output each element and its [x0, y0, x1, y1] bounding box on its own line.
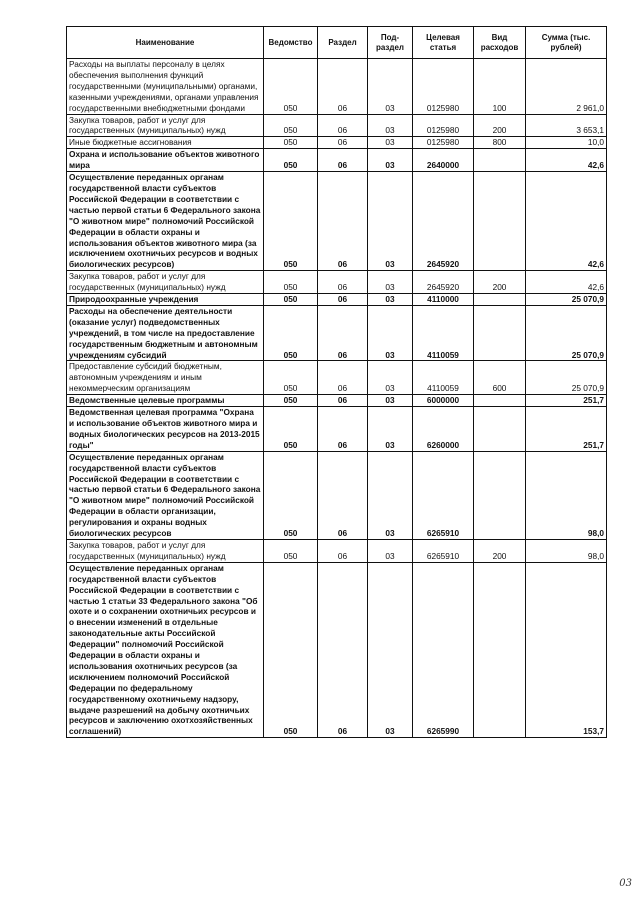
- row-vid: [474, 395, 526, 407]
- row-sum: 10,0: [526, 137, 607, 149]
- row-vedomstvo: 050: [264, 407, 318, 452]
- row-vid: [474, 305, 526, 361]
- header-podrazdel: Под-раздел: [368, 27, 413, 59]
- table-row: [67, 137, 607, 149]
- row-vedomstvo: 050: [264, 294, 318, 306]
- row-razdel: 06: [318, 114, 368, 137]
- row-sum: 42,6: [526, 149, 607, 172]
- row-razdel: 06: [318, 451, 368, 539]
- row-name: Расходы на выплаты персоналу в целях обеспечения выполнения функций государственными (муниципальными) органами, казенными учреждениями, органами управления государственными внебюджетными фондами: [67, 59, 264, 115]
- table-row: [67, 305, 607, 361]
- row-sum: 25 070,9: [526, 361, 607, 395]
- row-name: Осуществление переданных органам государственной власти субъектов Российской Федерации в соответствии с частью 1 статьи 33 Федерального закона "Об охоте и о сохранении охотничьих ресурсов и о внесении изменений в отдельные законодательные акты Российской Федерации" полномочий Российской Федерации в области охраны и использования охотничьих ресурсов (за исключением полномочий Российской Федерации по федеральному государственному охотничьему надзору, выдаче разрешений на добычу охотничьих ресурсов и заключению охотхозяйственных соглашений): [67, 562, 264, 738]
- header-name: Наименование: [67, 27, 264, 59]
- row-name: Ведомственные целевые программы: [67, 395, 264, 407]
- row-podrazdel: 03: [368, 407, 413, 452]
- row-sum: 42,6: [526, 271, 607, 294]
- row-target: 6265990: [413, 562, 474, 738]
- row-podrazdel: 03: [368, 59, 413, 115]
- row-target: 6260000: [413, 407, 474, 452]
- row-name: Закупка товаров, работ и услуг для государственных (муниципальных) нужд: [67, 271, 264, 294]
- table-row: [67, 294, 607, 306]
- row-sum: 153,7: [526, 562, 607, 738]
- row-sum: 251,7: [526, 407, 607, 452]
- row-podrazdel: 03: [368, 395, 413, 407]
- row-vid: 200: [474, 539, 526, 562]
- row-razdel: 06: [318, 539, 368, 562]
- row-sum: 98,0: [526, 539, 607, 562]
- row-target: 2645920: [413, 271, 474, 294]
- row-podrazdel: 03: [368, 305, 413, 361]
- row-vedomstvo: 050: [264, 59, 318, 115]
- row-name: Расходы на обеспечение деятельности (оказание услуг) подведомственных учреждений, в том числе на предоставление государственным бюджетным и автономным учреждениям субсидий: [67, 305, 264, 361]
- row-vid: [474, 149, 526, 172]
- row-razdel: 06: [318, 172, 368, 271]
- row-name: Иные бюджетные ассигнования: [67, 137, 264, 149]
- row-razdel: 06: [318, 562, 368, 738]
- row-vedomstvo: 050: [264, 271, 318, 294]
- row-name: Предоставление субсидий бюджетным, автономным учреждениям и иным некоммерческим организациям: [67, 361, 264, 395]
- table-row: [67, 451, 607, 539]
- header-vid: Вид расходов: [474, 27, 526, 59]
- header-target: Целевая статья: [413, 27, 474, 59]
- row-vid: 800: [474, 137, 526, 149]
- header-sum: Сумма (тыс. рублей): [526, 27, 607, 59]
- row-name: Охрана и использование объектов животного мира: [67, 149, 264, 172]
- row-podrazdel: 03: [368, 451, 413, 539]
- row-sum: 2 961,0: [526, 59, 607, 115]
- row-razdel: 06: [318, 137, 368, 149]
- row-podrazdel: 03: [368, 294, 413, 306]
- row-vedomstvo: 050: [264, 114, 318, 137]
- budget-table: [66, 26, 607, 738]
- row-target: 2640000: [413, 149, 474, 172]
- handwritten-page-mark: 03: [619, 878, 632, 889]
- row-sum: 42,6: [526, 172, 607, 271]
- row-razdel: 06: [318, 305, 368, 361]
- row-razdel: 06: [318, 407, 368, 452]
- row-podrazdel: 03: [368, 271, 413, 294]
- row-vid: [474, 407, 526, 452]
- row-target: 0125980: [413, 137, 474, 149]
- row-name: Закупка товаров, работ и услуг для государственных (муниципальных) нужд: [67, 114, 264, 137]
- row-podrazdel: 03: [368, 539, 413, 562]
- row-vid: 100: [474, 59, 526, 115]
- row-vid: 200: [474, 114, 526, 137]
- row-target: 0125980: [413, 59, 474, 115]
- row-sum: 25 070,9: [526, 305, 607, 361]
- row-vid: 200: [474, 271, 526, 294]
- row-target: 0125980: [413, 114, 474, 137]
- table-row: [67, 271, 607, 294]
- row-razdel: 06: [318, 361, 368, 395]
- row-target: 4110059: [413, 361, 474, 395]
- table-row: [67, 361, 607, 395]
- row-name: Осуществление переданных органам государственной власти субъектов Российской Федерации в соответствии с частью первой статьи 6 Федерального закона "О животном мире" полномочий Российской Федерации в области охраны и использования объектов животного мира (за исключением охотничьих ресурсов и водных биологических ресурсов): [67, 172, 264, 271]
- row-razdel: 06: [318, 294, 368, 306]
- row-vid: 600: [474, 361, 526, 395]
- table-row: [67, 172, 607, 271]
- row-razdel: 06: [318, 149, 368, 172]
- row-podrazdel: 03: [368, 172, 413, 271]
- row-vid: [474, 294, 526, 306]
- row-vedomstvo: 050: [264, 395, 318, 407]
- table-row: [67, 114, 607, 137]
- row-sum: 3 653,1: [526, 114, 607, 137]
- row-sum: 25 070,9: [526, 294, 607, 306]
- row-podrazdel: 03: [368, 137, 413, 149]
- row-vedomstvo: 050: [264, 539, 318, 562]
- row-name: Закупка товаров, работ и услуг для государственных (муниципальных) нужд: [67, 539, 264, 562]
- row-podrazdel: 03: [368, 562, 413, 738]
- row-target: 6265910: [413, 539, 474, 562]
- row-target: 2645920: [413, 172, 474, 271]
- table-row: [67, 59, 607, 115]
- row-target: 4110059: [413, 305, 474, 361]
- table-row: [67, 149, 607, 172]
- row-vedomstvo: 050: [264, 451, 318, 539]
- row-vid: [474, 172, 526, 271]
- row-target: 6265910: [413, 451, 474, 539]
- row-target: 4110000: [413, 294, 474, 306]
- row-razdel: 06: [318, 395, 368, 407]
- row-vid: [474, 451, 526, 539]
- table-row: [67, 395, 607, 407]
- row-name: Природоохранные учреждения: [67, 294, 264, 306]
- table-row: [67, 407, 607, 452]
- row-name: Ведомственная целевая программа "Охрана и использование объектов животного мира и водных биологических ресурсов на 2013-2015 годы": [67, 407, 264, 452]
- table-body: [67, 59, 607, 738]
- header-vedomstvo: Ведомство: [264, 27, 318, 59]
- row-razdel: 06: [318, 271, 368, 294]
- row-sum: 98,0: [526, 451, 607, 539]
- row-vedomstvo: 050: [264, 137, 318, 149]
- row-vid: [474, 562, 526, 738]
- row-vedomstvo: 050: [264, 172, 318, 271]
- row-vedomstvo: 050: [264, 562, 318, 738]
- row-podrazdel: 03: [368, 114, 413, 137]
- row-podrazdel: 03: [368, 149, 413, 172]
- table-header-row: [67, 27, 607, 59]
- row-vedomstvo: 050: [264, 305, 318, 361]
- row-vedomstvo: 050: [264, 361, 318, 395]
- table-row: [67, 539, 607, 562]
- row-vedomstvo: 050: [264, 149, 318, 172]
- row-target: 6000000: [413, 395, 474, 407]
- row-sum: 251,7: [526, 395, 607, 407]
- row-razdel: 06: [318, 59, 368, 115]
- row-name: Осуществление переданных органам государственной власти субъектов Российской Федерации в соответствии с частью первой статьи 6 Федерального закона "О животном мире" полномочий Российской Федерации в области организации, регулирования и охраны водных биологических ресурсов: [67, 451, 264, 539]
- row-podrazdel: 03: [368, 361, 413, 395]
- table-row: [67, 562, 607, 738]
- header-razdel: Раздел: [318, 27, 368, 59]
